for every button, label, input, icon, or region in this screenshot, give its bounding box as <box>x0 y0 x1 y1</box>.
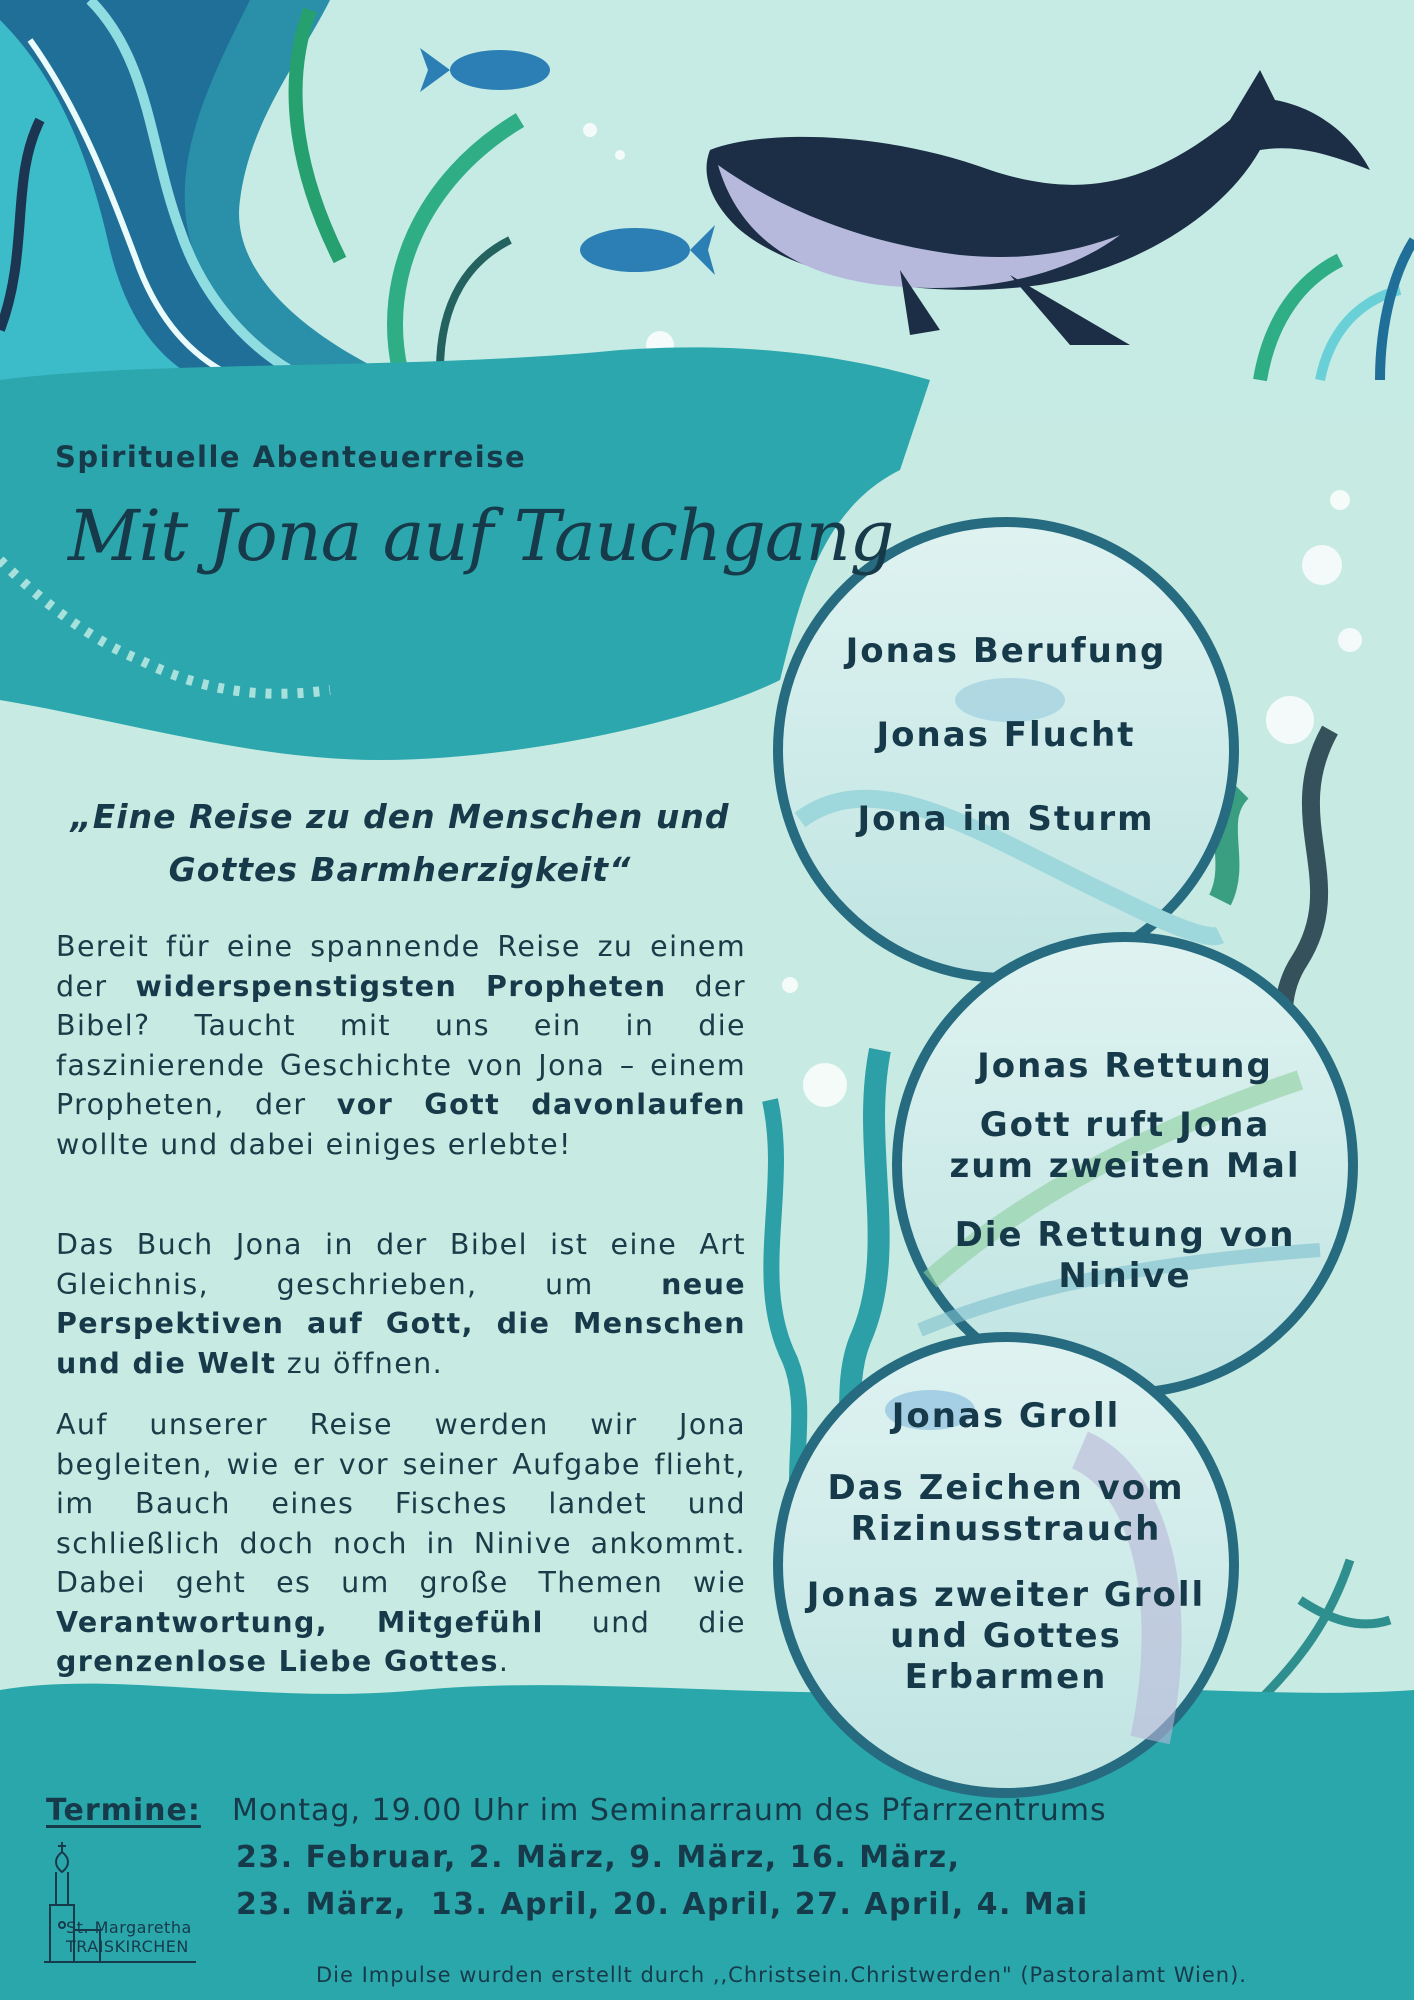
topic-item-7: Jonas Groll <box>891 1396 1121 1436</box>
topic-item-2: Jonas Flucht <box>876 715 1136 755</box>
text-segment: . <box>498 1645 510 1678</box>
topic-item-5: Gott ruft Jona zum zweiten Mal <box>949 1105 1301 1186</box>
text-segment-bold: vor Gott davonlaufen <box>336 1088 746 1121</box>
paragraph-3 <box>56 1405 746 1682</box>
text-segment-bold: widerspenstigsten Propheten <box>135 969 667 1003</box>
text-segment: Auf unserer Reise werden wir Jona begleiten, wie er vor seiner Aufgabe flieht, im Bauch eines Fisches landet und schließlich doch noch in Ninive ankommt. Dabei geht es um große Themen wie <box>56 1408 746 1599</box>
page-title: Mit Jona auf Tauchgang <box>68 495 894 577</box>
dates-line-1: 23. Februar, 2. März, 9. März, 16. März, <box>236 1840 961 1875</box>
dates-line-2: 23. März, 13. April, 20. April, 27. April, 4. Mai <box>236 1887 1089 1922</box>
text-segment: zu öffnen. <box>276 1346 444 1380</box>
quote: „Eine Reise zu den Menschen und Gottes Barmherzigkeit“ <box>70 797 730 889</box>
topic-item-9: Jonas zweiter Groll und Gottes Erbarmen <box>806 1575 1206 1697</box>
logo-text <box>66 1918 192 1956</box>
subtitle: Spirituelle Abenteuerreise <box>55 440 527 474</box>
paragraph-2 <box>56 1225 746 1383</box>
logo-line-2: TRAISKIRCHEN <box>66 1937 189 1956</box>
text-segment: und die <box>543 1605 746 1639</box>
credit-line: Die Impulse wurden erstellt durch ,,Christsein.Christwerden" (Pastoralamt Wien). <box>316 1963 1247 1987</box>
termine-info: Montag, 19.00 Uhr im Seminarraum des Pfarrzentrums <box>232 1793 1107 1828</box>
text-segment: Das Buch Jona in der Bibel ist eine Art Gleichnis, geschrieben, um <box>56 1228 746 1301</box>
paragraph-1 <box>56 927 746 1164</box>
text-segment-bold: neue Perspektiven auf Gott, die Menschen und die Welt <box>56 1267 746 1380</box>
text-segment: wollte und dabei einiges erlebte! <box>56 1127 572 1161</box>
text-segment-bold: Verantwortung, Mitgefühl <box>56 1605 544 1639</box>
logo-line-1: St. Margaretha <box>66 1918 192 1937</box>
topic-item-1: Jonas Berufung <box>845 631 1167 671</box>
text-segment: der Bibel? Taucht mit uns ein in die faszinierende Geschichte von Jona – einem Propheten, der <box>56 969 746 1121</box>
text-segment: Bereit für eine spannende Reise zu einem der <box>56 930 746 1003</box>
topic-item-3: Jona im Sturm <box>857 799 1155 839</box>
topic-item-4: Jonas Rettung <box>977 1046 1273 1086</box>
text-segment-bold: grenzenlose Liebe Gottes <box>56 1645 499 1678</box>
topic-item-8: Das Zeichen vom Rizinusstrauch <box>827 1468 1185 1549</box>
termine-label: Termine: <box>46 1793 201 1828</box>
topic-item-6: Die Rettung von Ninive <box>954 1215 1296 1296</box>
